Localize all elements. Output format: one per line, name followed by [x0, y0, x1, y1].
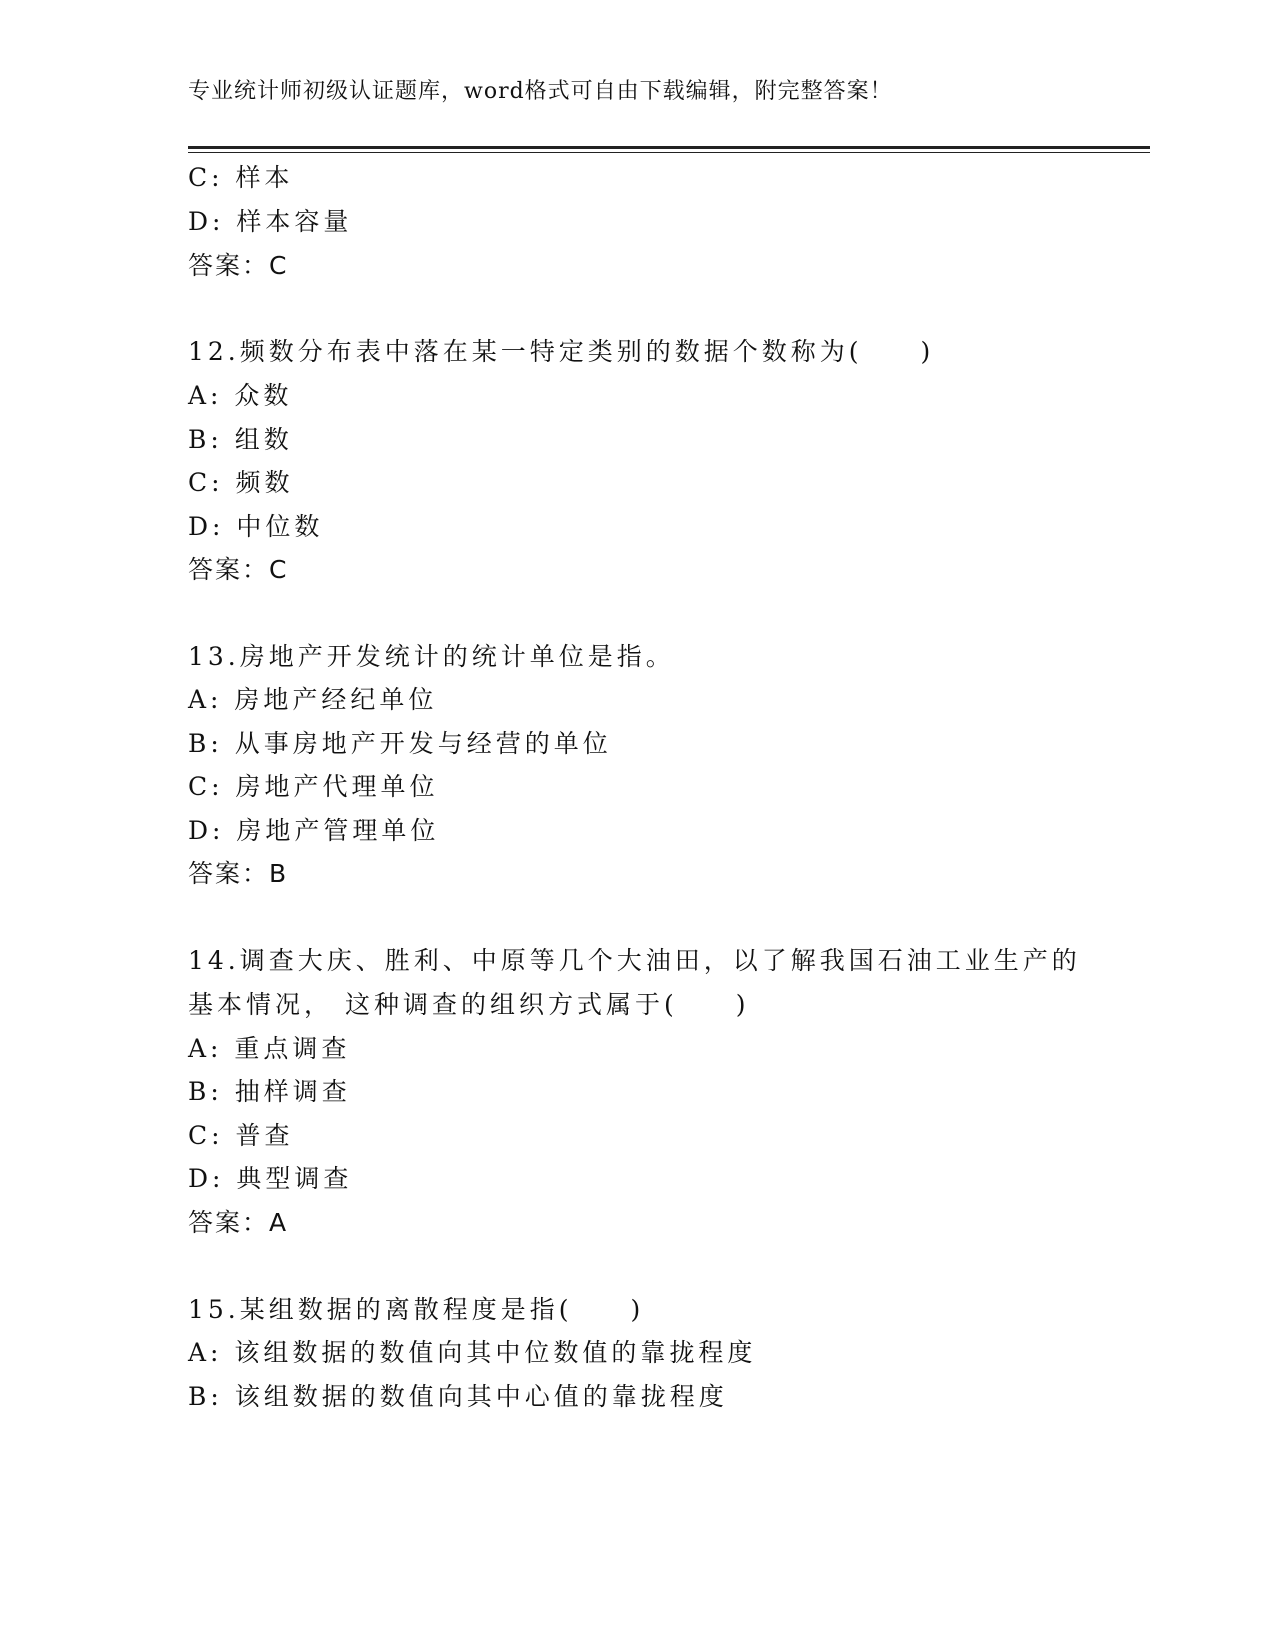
option-line: A: 重点调查 [188, 1034, 351, 1063]
question-line: 14.调查大庆、胜利、中原等几个大油田，以了解我国石油工业生产的 [188, 946, 1081, 975]
option-line: D: 中位数 [188, 512, 324, 541]
option-line: B: 从事房地产开发与经营的单位 [188, 729, 612, 758]
option-line: C: 普查 [188, 1121, 294, 1150]
header-rule-thin [188, 152, 1150, 153]
option-line: B: 组数 [188, 425, 293, 454]
option-line: A: 该组数据的数值向其中位数值的靠拢程度 [188, 1338, 757, 1367]
option-line: C: 样本 [188, 163, 294, 192]
header-rule-thick [188, 146, 1150, 149]
answer-line: 答案：A [188, 1208, 289, 1237]
option-line: C: 频数 [188, 468, 294, 497]
option-line: B: 抽样调查 [188, 1077, 351, 1106]
option-line: D: 典型调查 [188, 1164, 353, 1193]
option-line: C: 房地产代理单位 [188, 772, 439, 801]
page-header: 专业统计师初级认证题库，word格式可自由下载编辑，附完整答案！ [188, 79, 893, 104]
option-line: D: 房地产管理单位 [188, 816, 440, 845]
question-line: 12.频数分布表中落在某一特定类别的数据个数称为( ) [188, 337, 935, 366]
option-line: A: 房地产经纪单位 [188, 685, 438, 714]
question-line: 基本情况， 这种调查的组织方式属于( ) [188, 990, 750, 1019]
answer-line: 答案：C [188, 555, 289, 584]
answer-line: 答案：C [188, 251, 289, 280]
question-line: 13.房地产开发统计的统计单位是指。 [188, 642, 675, 671]
question-line: 15.某组数据的离散程度是指( ) [188, 1295, 645, 1324]
option-line: B: 该组数据的数值向其中心值的靠拢程度 [188, 1382, 728, 1411]
answer-line: 答案：B [188, 859, 289, 888]
option-line: A: 众数 [188, 381, 293, 410]
option-line: D: 样本容量 [188, 207, 353, 236]
